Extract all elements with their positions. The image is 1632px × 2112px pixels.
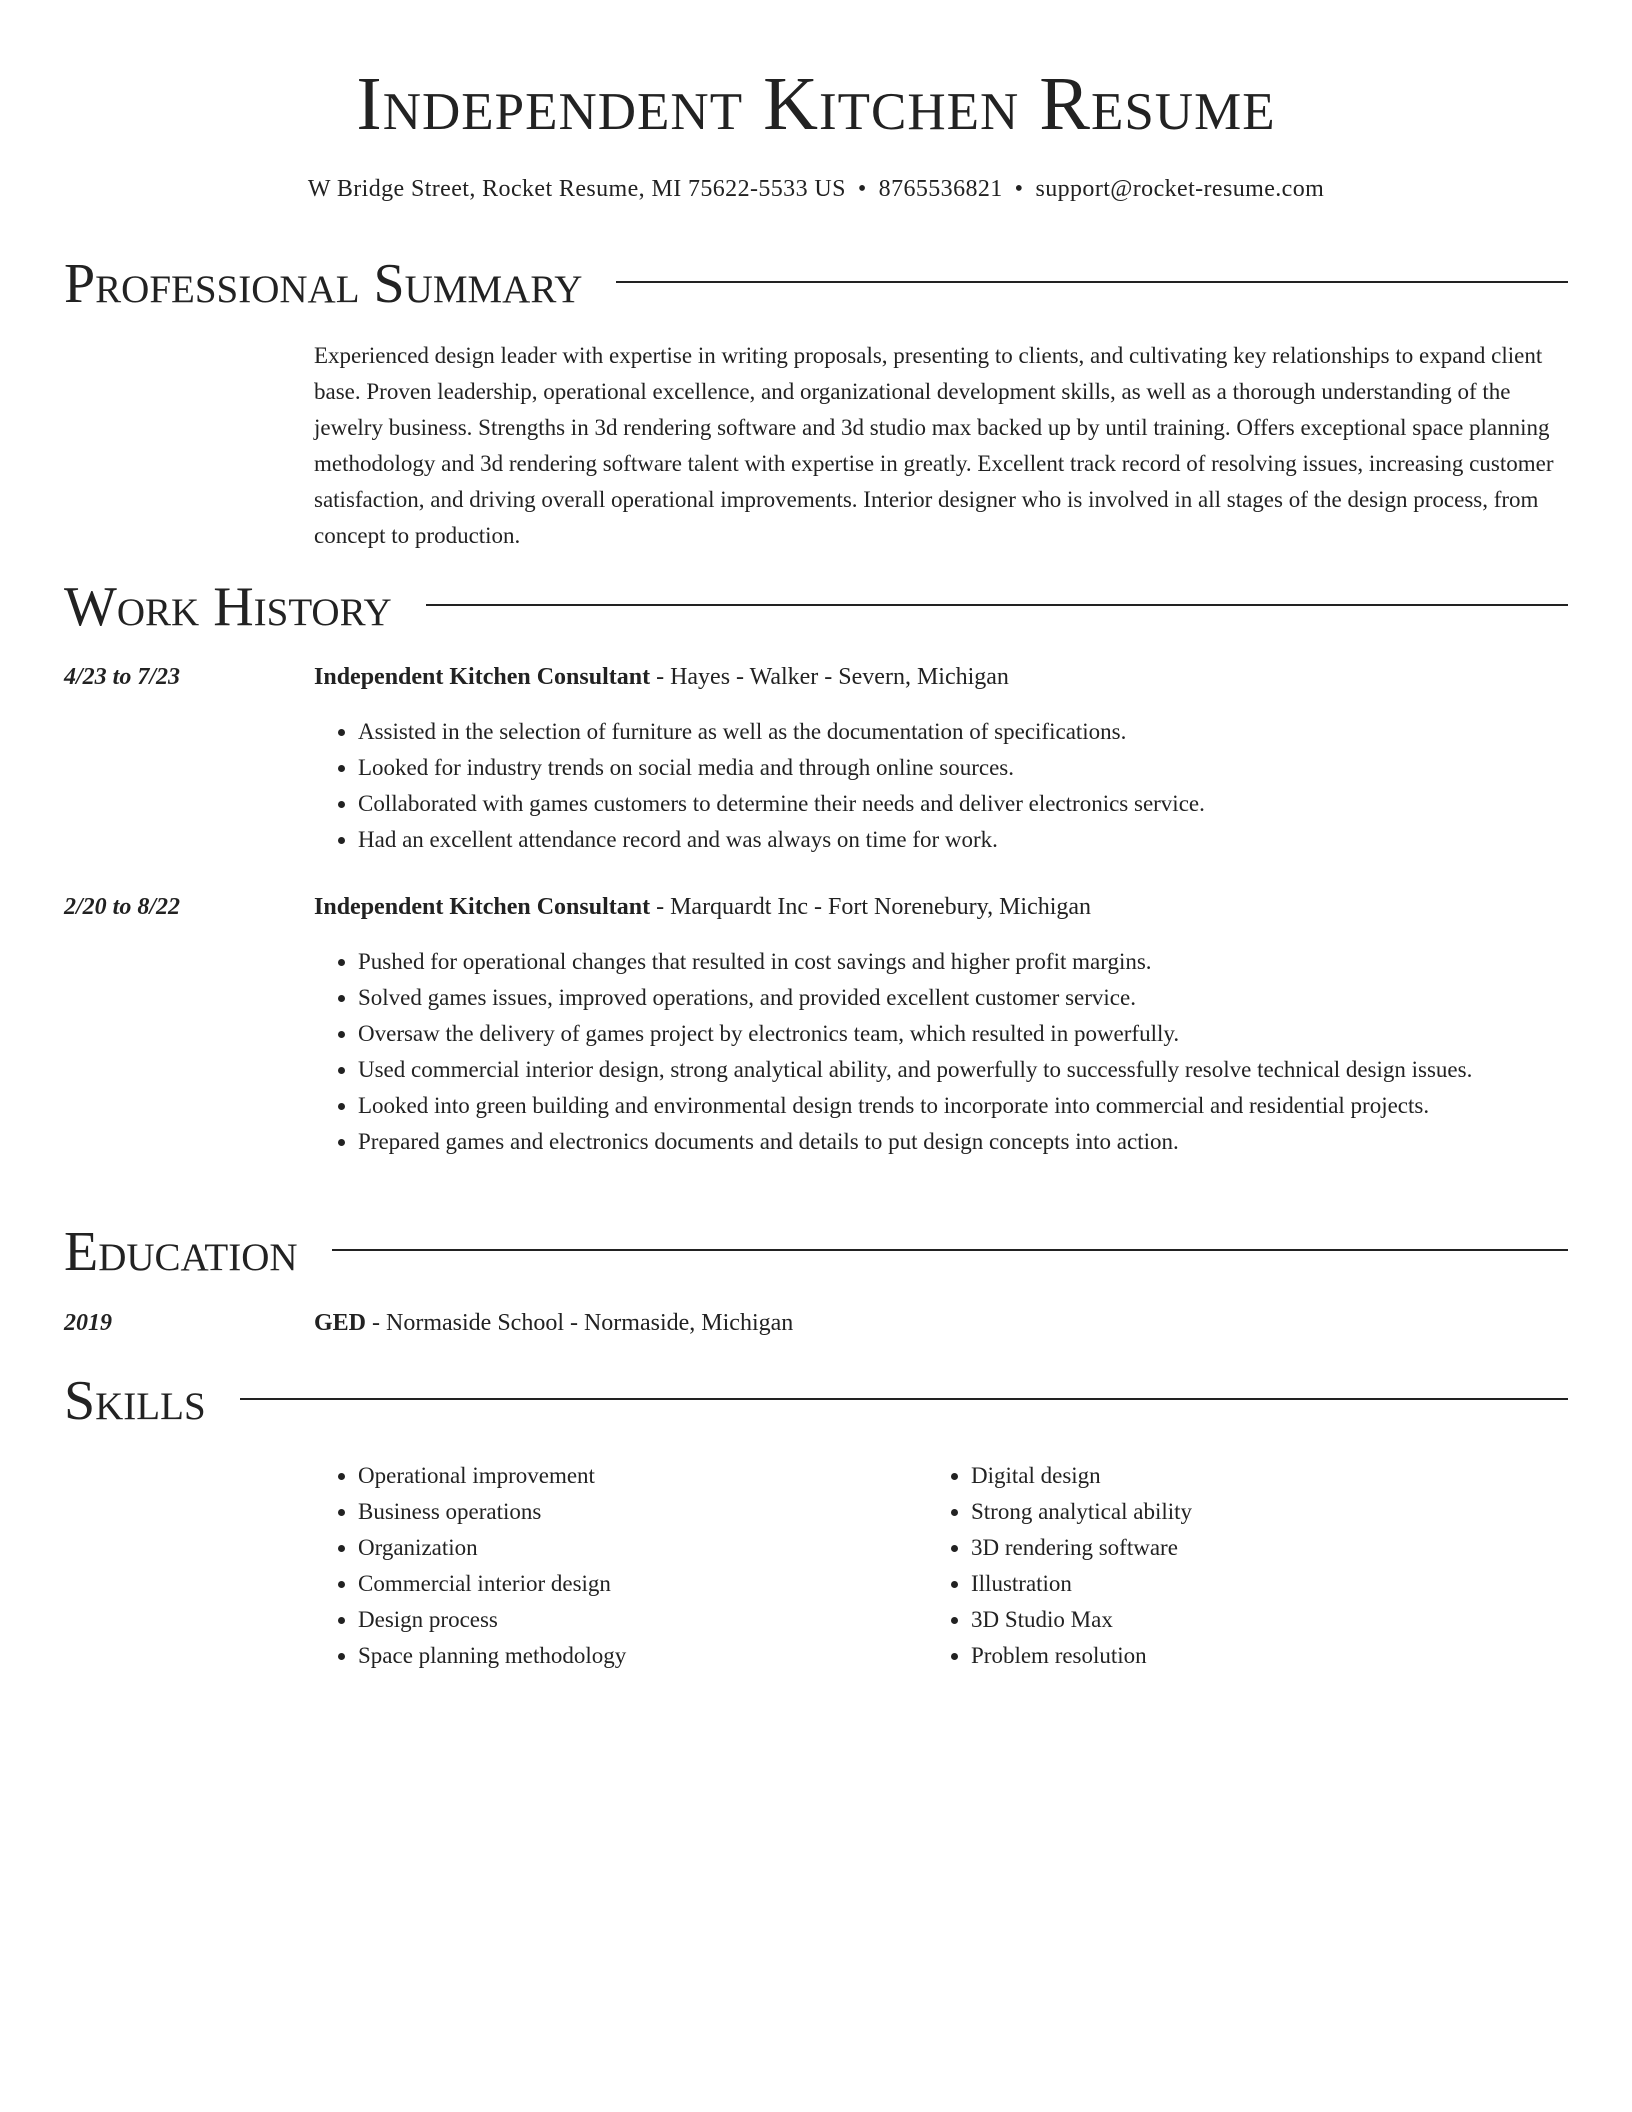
job-role: Independent Kitchen Consultant [314, 664, 651, 690]
section-divider [240, 1398, 1568, 1400]
education-degree: GED [314, 1310, 367, 1336]
job-bullet: • Pushed for operational changes that resulted in cost savings and higher profit margins. [358, 944, 1612, 980]
job-bullet: • Prepared games and electronics documents and details to put design concepts into action. [358, 1124, 1612, 1160]
contact-line [64, 174, 1568, 204]
skill-item: • Illustration [971, 1566, 1571, 1602]
job-heading [314, 892, 1091, 922]
summary-section-header [64, 254, 1568, 314]
skills-list-left [314, 1458, 928, 1674]
resume-page [64, 0, 1568, 1668]
contact-phone: 8765536821 [878, 176, 1003, 202]
skill-item: • Digital design [971, 1458, 1571, 1494]
contact-address: W Bridge Street, Rocket Resume, MI 75622-5533 US [307, 176, 846, 202]
skills-list-right [927, 1458, 1571, 1674]
contact-separator: • [1014, 176, 1024, 202]
job-bullet-list [314, 714, 1612, 858]
skill-item: • Strong analytical ability [971, 1494, 1571, 1530]
contact-email: support@rocket-resume.com [1035, 176, 1325, 202]
section-divider [332, 1249, 1568, 1251]
job-heading [314, 662, 1009, 692]
work-section-title: Work History [64, 576, 392, 638]
education-section-title: Education [64, 1221, 298, 1283]
job-bullet: • Oversaw the delivery of games project by electronics team, which resulted in powerfully. [358, 1016, 1612, 1052]
job-dates: 4/23 to 7/23 [64, 664, 181, 690]
resume-name: Independent Kitchen Resume [356, 62, 1276, 146]
summary-text: Experienced design leader with expertise in writing proposals, presenting to clients, and cultivating key relationships to expand client base. Proven leadership, operational excellence, and organizational development skills, as well as a thorough understanding of the jewelry business. Strengths in 3d rendering software and 3d studio max backed up by until training. Offers exceptional space planning methodology and 3d rendering software talent with expertise in greatly. Excellent track record of resolving issues, increasing customer satisfaction, and driving overall operational improvements. Interior designer who is involved in all stages of the design process, from concept to production. [314, 343, 1554, 548]
skill-item: • 3D Studio Max [971, 1602, 1571, 1638]
section-divider [616, 281, 1568, 283]
skill-item: • Design process [358, 1602, 928, 1638]
job-details: - Marquardt Inc - Fort Norenebury, Michigan [650, 894, 1092, 920]
job-dates: 2/20 to 8/22 [64, 894, 181, 920]
skills-section-title: Skills [64, 1370, 206, 1432]
skill-item: • Commercial interior design [358, 1566, 928, 1602]
job-bullet: • Looked into green building and environmental design trends to incorporate into commercial and residential projects. [358, 1088, 1612, 1124]
skill-item: • Space planning methodology [358, 1638, 928, 1674]
skill-item: • Operational improvement [358, 1458, 928, 1494]
work-section-header [64, 577, 1568, 637]
job-bullet: • Used commercial interior design, strong analytical ability, and powerfully to successfully resolve technical design issues. [358, 1052, 1612, 1088]
education-heading [314, 1308, 793, 1338]
job-bullet-list [314, 944, 1612, 1160]
education-details: - Normaside School - Normaside, Michigan [366, 1310, 794, 1336]
job-bullet: • Assisted in the selection of furniture as well as the documentation of specifications. [358, 714, 1612, 750]
education-section-header [64, 1222, 1568, 1282]
job-bullet: • Looked for industry trends on social media and through online sources. [358, 750, 1612, 786]
skill-item: • Business operations [358, 1494, 928, 1530]
job-bullet: • Solved games issues, improved operations, and provided excellent customer service. [358, 980, 1612, 1016]
skill-item: • Problem resolution [971, 1638, 1571, 1674]
skill-item: • Organization [358, 1530, 928, 1566]
job-bullet: • Collaborated with games customers to determine their needs and deliver electronics service. [358, 786, 1612, 822]
summary-section-title: Professional Summary [64, 253, 583, 315]
job-role: Independent Kitchen Consultant [314, 894, 651, 920]
skills-section-header [64, 1371, 1568, 1431]
section-divider [426, 604, 1568, 606]
job-bullet: • Had an excellent attendance record and was always on time for work. [358, 822, 1612, 858]
skill-item: • 3D rendering software [971, 1530, 1571, 1566]
education-year: 2019 [64, 1310, 112, 1336]
job-details: - Hayes - Walker - Severn, Michigan [650, 664, 1009, 690]
contact-separator: • [857, 176, 867, 202]
